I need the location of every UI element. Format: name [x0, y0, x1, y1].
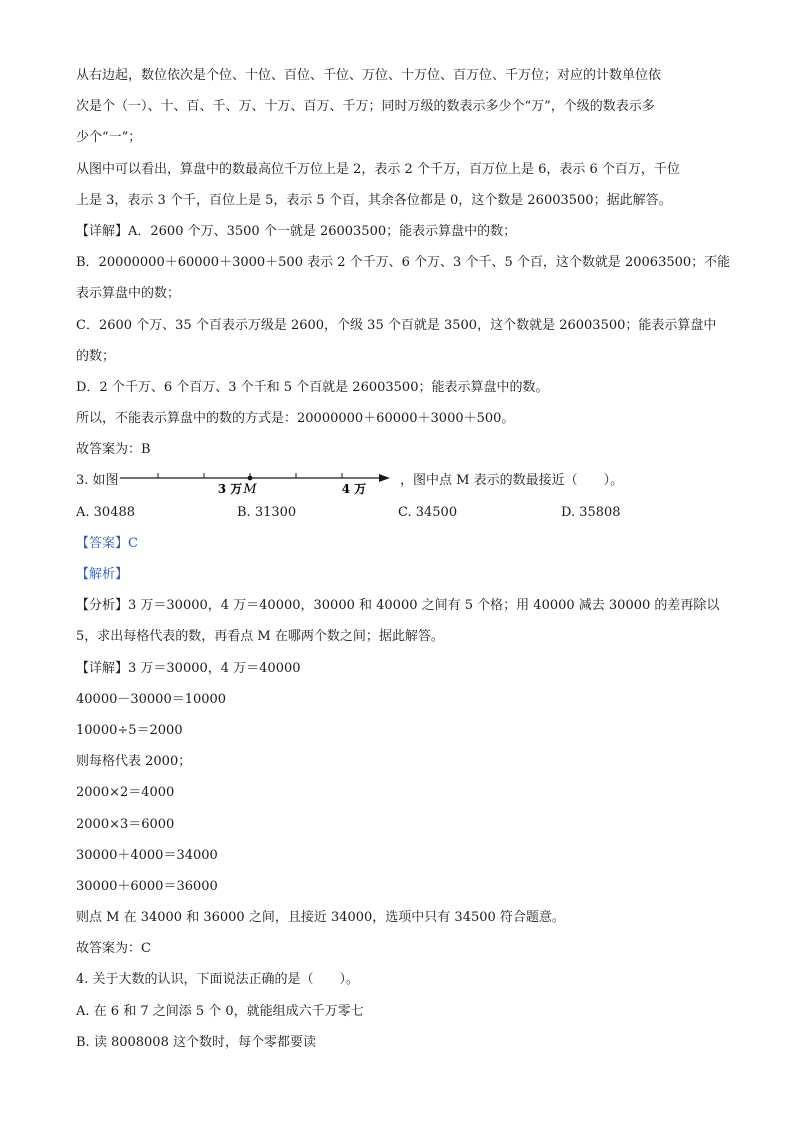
question-3-options: [76, 497, 716, 528]
analysis-line: 【详解】3 万＝30000，4 万＝40000: [76, 660, 301, 676]
number-line-left-label: 3 万: [217, 482, 243, 497]
analysis-line: 【分析】3 万＝30000，4 万＝40000，30000 和 40000 之间有 5 个格；用 40000 减去 30000 的差再除以: [76, 598, 720, 614]
text-line: 次是个（一）、十、百、千、万、十万、百万、千万；同时万级的数表示多少个“万”，个级的数表示多: [76, 99, 655, 115]
question-3-suffix: ，图中点 M 表示的数最接近（ ）。: [400, 473, 624, 489]
text-line: 故答案为：B: [76, 442, 151, 458]
text-line: 所以，不能表示算盘中的数的方式是：20000000＋60000＋3000＋500。: [76, 411, 515, 427]
document-content: [76, 60, 731, 1058]
text-line: B．20000000＋60000＋3000＋500 表示 2 个千万、6 个万、3 个千、5 个百，这个数就是 20063500；不能: [76, 255, 731, 271]
text-line: 【详解】A．2600 个万、3500 个一就是 26003500；能表示算盘中的数；: [76, 223, 517, 239]
text-line: C．2600 个万、35 个百表示万级是 2600，个级 35 个百就是 3500，这个数就是 26003500；能表示算盘中: [76, 317, 717, 333]
question-4-option-a: A. 在 6 和 7 之间添 5 个 0，就能组成六千万零七: [76, 1003, 364, 1019]
analysis-line: 10000÷5＝2000: [76, 722, 183, 738]
text-line: 表示算盘中的数；: [76, 286, 181, 302]
analysis-tag: 【解析】: [76, 567, 129, 582]
analysis-line: 2000×2＝4000: [76, 785, 175, 801]
analysis-line: 则点 M 在 34000 和 36000 之间，且接近 34000，选项中只有 34500 符合题意。: [76, 910, 565, 926]
question-3-stem: [76, 465, 716, 496]
number-line-figure: [120, 465, 400, 496]
option-b: B. 31300: [237, 504, 297, 520]
question-3-prefix: 3. 如图: [76, 473, 119, 489]
text-line: 的数；: [76, 348, 116, 364]
analysis-line: 2000×3＝6000: [76, 816, 175, 832]
text-line: 少个“一”；: [76, 130, 142, 146]
question-4-option-b: B. 读 8008008 这个数时，每个零都要读: [76, 1034, 316, 1050]
point-m-dot: [248, 476, 253, 481]
analysis-line: 30000＋4000＝34000: [76, 847, 218, 863]
number-line-point-label: M: [243, 482, 257, 497]
question-4-stem: 4. 关于大数的认识，下面说法正确的是（ ）。: [76, 972, 360, 988]
text-line: 上是 3，表示 3 个千，百位上是 5，表示 5 个百，其余各位都是 0，这个数是 26003500；据此解答。: [76, 192, 672, 208]
analysis-line: 40000－30000＝10000: [76, 691, 227, 707]
option-a: A. 30488: [76, 504, 136, 520]
analysis-line: 故答案为：C: [76, 941, 151, 957]
option-d: D. 35808: [561, 504, 621, 520]
number-line-right-label: 4 万: [341, 482, 367, 497]
analysis-line: 5，求出每格代表的数，再看点 M 在哪两个数之间；据此解答。: [76, 629, 444, 645]
number-line-arrowhead: [379, 474, 390, 482]
text-line: 从右边起，数位依次是个位、十位、百位、千位、万位、十万位、百万位、千万位；对应的计数单位依: [76, 68, 662, 83]
answer-tag: 【答案】C: [76, 535, 138, 551]
text-line: D．2 个千万、6 个百万、3 个千和 5 个百就是 26003500；能表示算盘中的数。: [76, 379, 549, 395]
analysis-line: 则每格代表 2000；: [76, 754, 192, 770]
option-c: C. 34500: [398, 504, 458, 520]
analysis-line: 30000＋6000＝36000: [76, 878, 218, 894]
text-line: 从图中可以看出，算盘中的数最高位千万位上是 2，表示 2 个千万，百万位上是 6，表示 6 个百万，千位: [76, 161, 680, 177]
